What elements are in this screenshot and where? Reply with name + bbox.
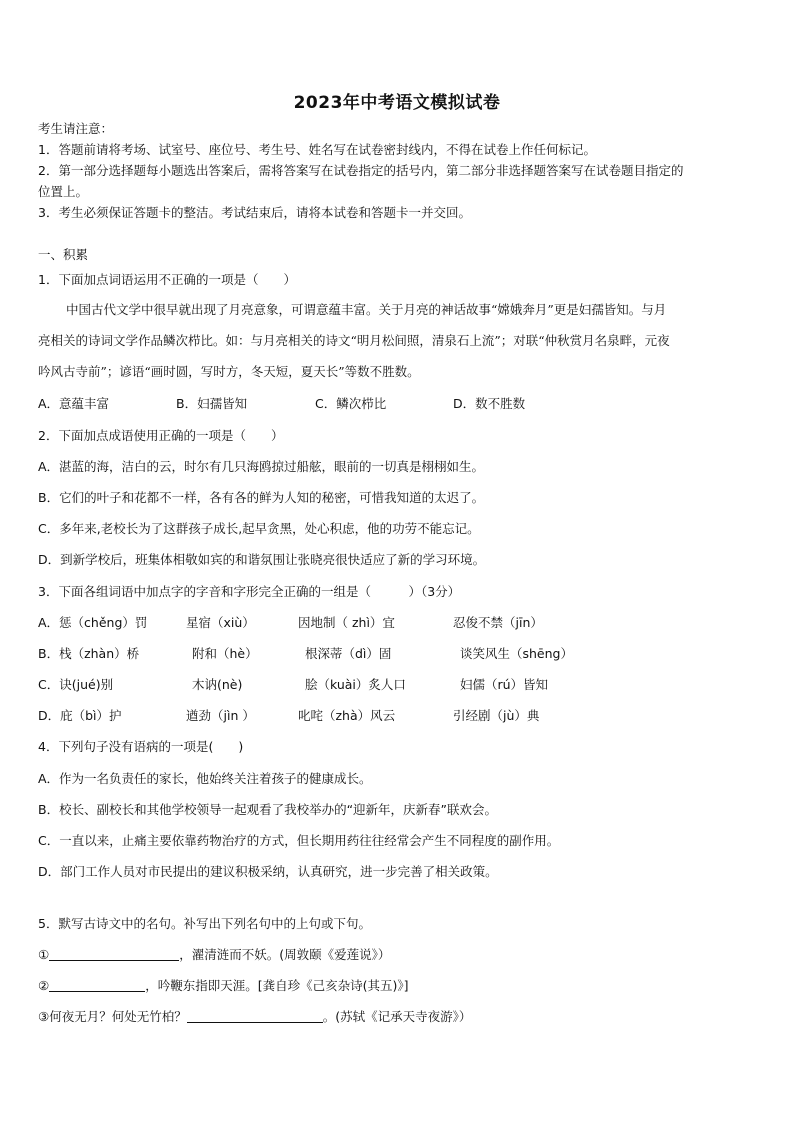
q5-stem: 5．默写古诗文中的名句。补写出下列名句中的上句或下句。 xyxy=(38,916,371,931)
q3-stem: 3．下面各组词语中加点字的字音和字形完全正确的一组是（ ）（3分） xyxy=(38,584,461,599)
notice-item-2-cont: 位置上。 xyxy=(38,184,89,199)
q1-option-a: A．意蕴丰富 xyxy=(38,396,110,411)
q4-option-b: B．校长、副校长和其他学校领导一起观看了我校举办的“迎新年，庆新春”联欢会。 xyxy=(38,802,498,817)
q4-stem: 4．下列句子没有语病的一项是( ) xyxy=(38,739,244,754)
q3-c-2: 木讷(nè) xyxy=(192,677,243,692)
q5-item-3-blank[interactable] xyxy=(187,1009,323,1023)
q2-option-d: D．到新学校后，班集体相敬如宾的和谐氛围让张晓亮很快适应了新的学习环境。 xyxy=(38,552,486,567)
q5-item-3 xyxy=(38,1009,471,1025)
q5-item-1-source: ，濯清涟而不妖。(周敦颐《爱莲说》） xyxy=(179,947,391,962)
q1-option-d: D．数不胜数 xyxy=(453,396,526,411)
q5-item-3-before: 何夜无月？何处无竹柏？ xyxy=(49,1009,187,1024)
q3-d-3: 叱咤（zhà）风云 xyxy=(298,708,396,723)
q1-option-c: C．鳞次栉比 xyxy=(315,396,387,411)
q2-option-a: A．湛蓝的海，洁白的云，时尔有几只海鸥掠过船舷，眼前的一切真是栩栩如生。 xyxy=(38,459,485,474)
q5-item-2-source: ，吟鞭东指即天涯。[龚自珍《己亥杂诗(其五)》] xyxy=(145,978,409,993)
q1-passage-line-2: 亮相关的诗词文学作品鳞次栉比。如：与月亮相关的诗文“明月松间照，清泉石上流”；对联“仲秋赏月名泉畔，元夜 xyxy=(38,333,670,348)
q3-c-4: 妇儒（rú）皆知 xyxy=(460,677,549,692)
q5-item-1-blank[interactable] xyxy=(49,947,179,961)
notice-heading: 考生请注意： xyxy=(38,121,114,136)
q3-d-1: D．庇（bì）护 xyxy=(38,708,122,723)
q3-a-3: 因地制（ zhì）宜 xyxy=(298,615,395,630)
q5-item-1 xyxy=(38,947,390,963)
q5-item-2-prefix: ② xyxy=(38,978,50,993)
q3-a-4: 忍俊不禁（jīn） xyxy=(453,615,543,630)
notice-item-3: 3．考生必须保证答题卡的整洁。考试结束后，请将本试卷和答题卡一并交回。 xyxy=(38,205,471,220)
notice-item-1: 1．答题前请将考场、试室号、座位号、考生号、姓名写在试卷密封线内，不得在试卷上作任何标记。 xyxy=(38,142,596,157)
q3-b-1: B．栈（zhàn）桥 xyxy=(38,646,140,661)
notice-item-2: 2．第一部分选择题每小题选出答案后，需将答案写在试卷指定的括号内，第二部分非选择题答案写在试卷题目指定的 xyxy=(38,163,684,178)
q1-stem: 1．下面加点词语运用不正确的一项是（ ） xyxy=(38,272,296,287)
q3-b-2: 附和（hè） xyxy=(192,646,258,661)
q3-c-3: 脍（kuài）炙人口 xyxy=(305,677,406,692)
q2-stem: 2．下面加点成语使用正确的一项是（ ） xyxy=(38,428,284,443)
q3-b-4: 谈笑风生（shēng） xyxy=(460,646,573,661)
section-heading: 一、积累 xyxy=(38,247,89,262)
q5-item-3-prefix: ③ xyxy=(38,1009,50,1024)
q1-option-b: B．妇孺皆知 xyxy=(176,396,248,411)
q5-item-2-blank[interactable] xyxy=(49,978,145,992)
q3-a-2: 星宿（xiù） xyxy=(186,615,255,630)
q3-a-1: A．惩（chěng）罚 xyxy=(38,615,148,630)
q3-d-2: 遒劲（jìn ） xyxy=(186,708,255,723)
q4-option-a: A．作为一名负责任的家长，他始终关注着孩子的健康成长。 xyxy=(38,771,372,786)
q2-option-b: B．它们的叶子和花都不一样，各有各的鲜为人知的秘密，可惜我知道的太迟了。 xyxy=(38,490,485,505)
q2-option-c: C．多年来,老校长为了这群孩子成长,起早贪黑，处心积虑，他的功劳不能忘记。 xyxy=(38,521,480,536)
page-title: 2023年中考语文模拟试卷 xyxy=(293,93,501,113)
q5-item-2 xyxy=(38,978,408,994)
q4-option-d: D．部门工作人员对市民提出的建议积极采纳，认真研究，进一步完善了相关政策。 xyxy=(38,864,498,879)
q4-option-c: C．一直以来，止痛主要依靠药物治疗的方式，但长期用药往往经常会产生不同程度的副作用。 xyxy=(38,833,560,848)
q1-passage-line-3: 吟风古寺前”；谚语“画时圆，写时方，冬天短，夏天长”等数不胜数。 xyxy=(38,364,420,379)
q3-c-1: C．诀(jué)别 xyxy=(38,677,114,692)
q3-b-3: 根深蒂（dì）固 xyxy=(305,646,392,661)
q5-item-1-prefix: ① xyxy=(38,947,50,962)
q5-item-3-source: 。(苏轼《记承天寺夜游》） xyxy=(322,1009,472,1024)
q3-d-4: 引经剧（jù）典 xyxy=(453,708,540,723)
q1-passage-line-1: 中国古代文学中很早就出现了月亮意象，可谓意蕴丰富。关于月亮的神话故事“嫦娥奔月”更是妇孺皆知。与月 xyxy=(66,302,667,317)
